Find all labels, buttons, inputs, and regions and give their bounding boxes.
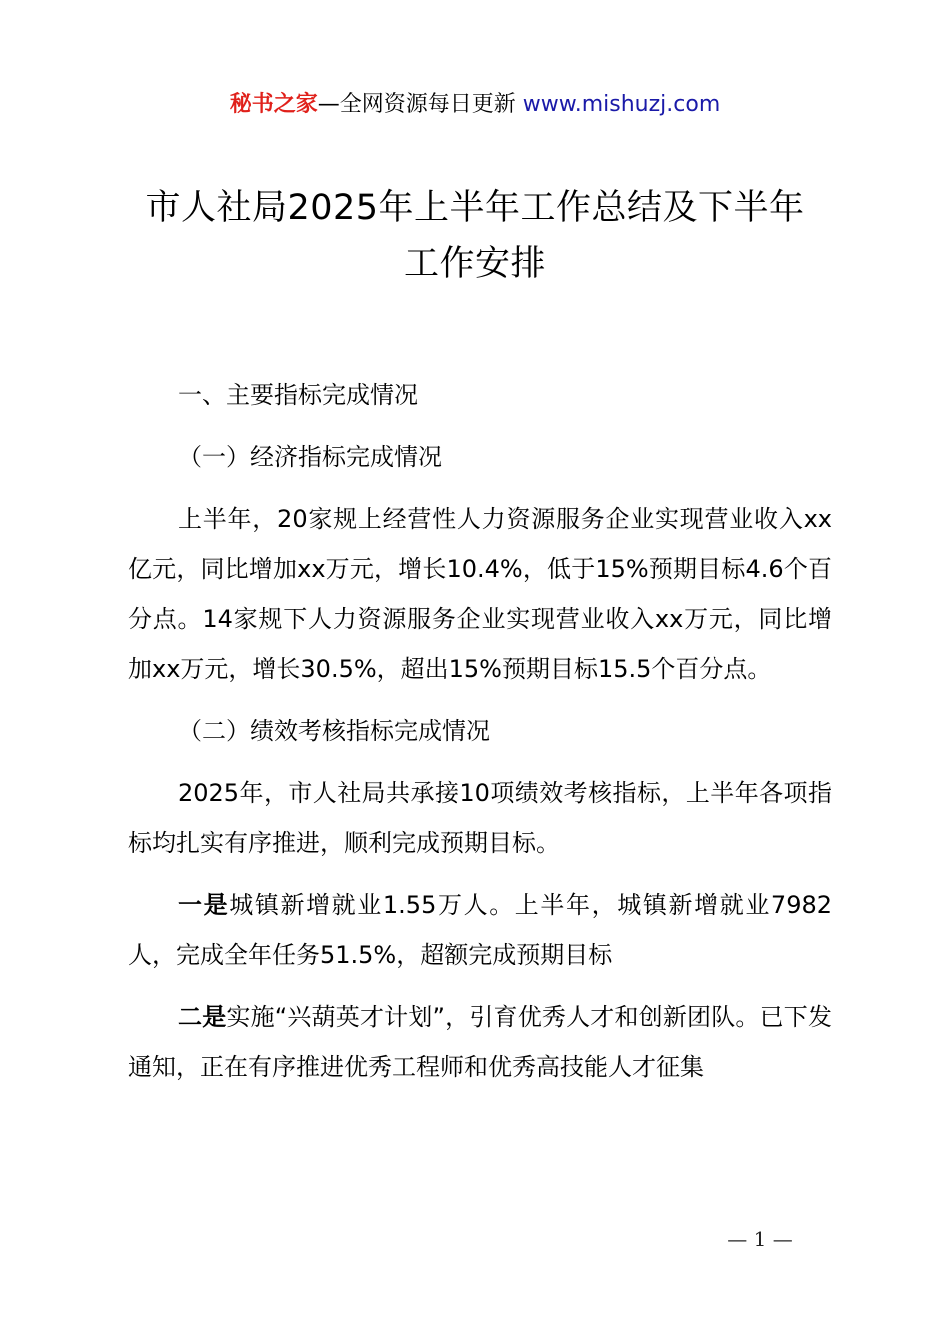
item-1-text: 城镇新增就业1.55万人。上半年，城镇新增就业7982人，完成全年任务51.5%，超额完成预期目标 <box>128 891 833 969</box>
document-title <box>120 180 830 292</box>
brand-name: 秘书之家 <box>229 92 318 117</box>
document-body <box>128 370 832 1104</box>
subsection-heading-1-2: （二）绩效考核指标完成情况 <box>178 717 490 745</box>
item-2-text: 实施“兴葫英才计划”，引育优秀人才和创新团队。已下发通知，正在有序推进优秀工程师和优秀高技能人才征集 <box>128 1003 833 1081</box>
header-slogan: —全网资源每日更新 <box>317 92 516 117</box>
item-2-lead: 二是 <box>178 1003 227 1031</box>
title-line-2: 工作安排 <box>403 244 546 284</box>
paragraph-item-2 <box>128 992 832 1092</box>
title-line-1: 市人社局2025年上半年工作总结及下半年 <box>145 188 805 228</box>
subsection-heading-1-1: （一）经济指标完成情况 <box>178 443 442 471</box>
section-heading-1: 一、主要指标完成情况 <box>178 381 418 409</box>
paragraph-item-1 <box>128 880 832 980</box>
item-1-lead: 一是 <box>178 891 230 919</box>
page-number: — 1 — <box>727 1227 793 1251</box>
header-url-link[interactable]: www.mishuzj.com <box>522 92 721 117</box>
paragraph-performance-indicators: 2025年，市人社局共承接10项绩效考核指标，上半年各项指标均扎实有序推进，顺利完成预期目标。 <box>128 779 832 857</box>
site-header <box>0 88 950 122</box>
paragraph-economic-indicators: 上半年，20家规上经营性人力资源服务企业实现营业收入xx亿元，同比增加xx万元，增长10.4%，低于15%预期目标4.6个百分点。14家规下人力资源服务企业实现营业收入xx万元，同比增加xx万元，增长30.5%，超出15%预期目标15.5个百分点。 <box>128 505 832 683</box>
